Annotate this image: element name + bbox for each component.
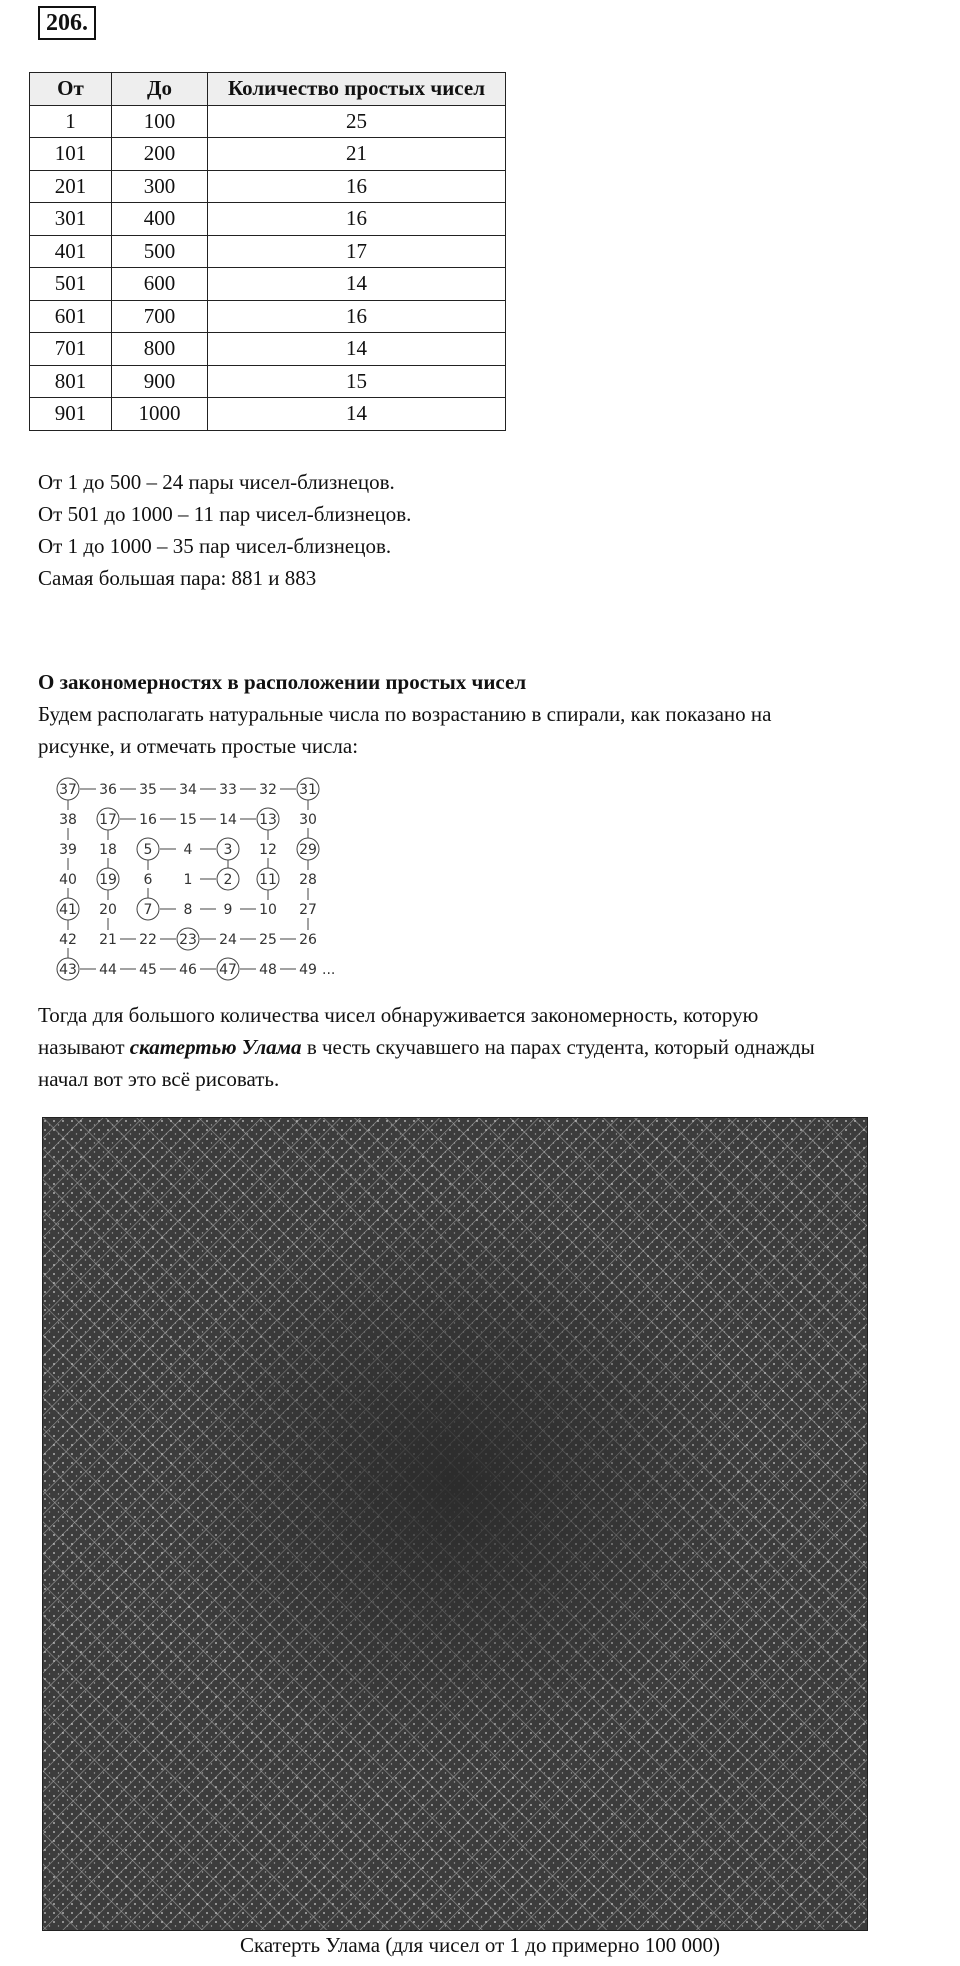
- intro-line-2: рисунке, и отмечать простые числа:: [38, 734, 359, 758]
- to-cell: 400: [112, 203, 208, 236]
- table-row: [30, 333, 506, 366]
- from-cell: 201: [30, 170, 112, 203]
- spiral-number: 14: [219, 812, 237, 828]
- header-from: От: [30, 73, 112, 106]
- twin-line-1: От 1 до 500 – 24 пары чисел-близнецов.: [38, 470, 395, 494]
- count-cell: 14: [208, 333, 506, 366]
- ulam-texture: [43, 1118, 867, 1930]
- twin-primes-summary: [38, 466, 411, 594]
- spiral-number: 33: [219, 782, 237, 798]
- spiral-number: 12: [259, 842, 277, 858]
- from-cell: 901: [30, 398, 112, 431]
- spiral-number: 3: [223, 842, 233, 858]
- from-cell: 501: [30, 268, 112, 301]
- to-cell: 500: [112, 235, 208, 268]
- spiral-number: 38: [59, 812, 77, 828]
- spiral-number: 45: [139, 962, 157, 978]
- number-spiral-diagram: [52, 775, 336, 985]
- twin-line-2: От 501 до 1000 – 11 пар чисел-близнецов.: [38, 502, 412, 526]
- spiral-number: 39: [59, 842, 77, 858]
- count-cell: 25: [208, 105, 506, 138]
- ulam-spiral-image: [42, 1117, 868, 1931]
- to-cell: 600: [112, 268, 208, 301]
- outro-line-2: [38, 1031, 938, 1063]
- outro-line-1: Тогда для большого количества чисел обнаруживается закономерность, которую: [38, 1003, 759, 1027]
- table-row: [30, 365, 506, 398]
- twin-line-3: От 1 до 1000 – 35 пар чисел-близнецов.: [38, 534, 392, 558]
- section-heading: О закономерностях в расположении простых чисел: [38, 670, 527, 694]
- spiral-number: 1: [183, 872, 193, 888]
- ulam-caption: Скатерть Улама (для чисел от 1 до примерно 100 000): [239, 1933, 721, 1957]
- table-row: [30, 170, 506, 203]
- table-row: [30, 203, 506, 236]
- spiral-number: 28: [299, 872, 317, 888]
- from-cell: 701: [30, 333, 112, 366]
- spiral-number: 20: [99, 902, 117, 918]
- spiral-ellipsis: ...: [322, 962, 336, 978]
- spiral-number: 31: [299, 782, 317, 798]
- spiral-number: 25: [259, 932, 277, 948]
- spiral-number: 16: [139, 812, 157, 828]
- table-header-row: [30, 73, 506, 106]
- problem-number: 206.: [38, 6, 96, 40]
- header-count: Количество простых чисел: [208, 73, 506, 106]
- spiral-number: 6: [143, 872, 153, 888]
- table-row: [30, 268, 506, 301]
- spiral-number: 19: [99, 872, 117, 888]
- count-cell: 15: [208, 365, 506, 398]
- spiral-number: 22: [139, 932, 157, 948]
- to-cell: 200: [112, 138, 208, 171]
- ulam-term: скатертью Улама: [129, 1035, 302, 1059]
- table-row: [30, 138, 506, 171]
- spiral-number: 48: [259, 962, 277, 978]
- spiral-number: 42: [59, 932, 77, 948]
- spiral-number: 47: [219, 962, 237, 978]
- spiral-number: 10: [259, 902, 277, 918]
- header-to: До: [112, 73, 208, 106]
- table-row: [30, 105, 506, 138]
- spiral-number: 30: [299, 812, 317, 828]
- to-cell: 900: [112, 365, 208, 398]
- table-row: [30, 398, 506, 431]
- spiral-number: 41: [59, 902, 77, 918]
- to-cell: 700: [112, 300, 208, 333]
- from-cell: 301: [30, 203, 112, 236]
- spiral-number: 4: [183, 842, 193, 858]
- spiral-number: 43: [59, 962, 77, 978]
- spiral-number: 5: [143, 842, 153, 858]
- table-row: [30, 235, 506, 268]
- count-cell: 17: [208, 235, 506, 268]
- spiral-number: 40: [59, 872, 77, 888]
- spiral-number: 34: [179, 782, 197, 798]
- to-cell: 300: [112, 170, 208, 203]
- intro-line-1: Будем располагать натуральные числа по возрастанию в спирали, как показано на: [38, 702, 772, 726]
- to-cell: 100: [112, 105, 208, 138]
- spiral-number: 2: [223, 872, 233, 888]
- twin-line-4: Самая большая пара: 881 и 883: [38, 566, 317, 590]
- to-cell: 800: [112, 333, 208, 366]
- spiral-number: 7: [143, 902, 153, 918]
- spiral-number: 37: [59, 782, 77, 798]
- count-cell: 16: [208, 203, 506, 236]
- spiral-number: 23: [179, 932, 197, 948]
- from-cell: 401: [30, 235, 112, 268]
- spiral-number: 24: [219, 932, 237, 948]
- count-cell: 21: [208, 138, 506, 171]
- table-row: [30, 300, 506, 333]
- from-cell: 1: [30, 105, 112, 138]
- spiral-number: 15: [179, 812, 197, 828]
- count-cell: 16: [208, 300, 506, 333]
- to-cell: 1000: [112, 398, 208, 431]
- outro-line-3: начал вот это всё рисовать.: [38, 1067, 280, 1091]
- spiral-number: 32: [259, 782, 277, 798]
- from-cell: 801: [30, 365, 112, 398]
- spiral-number: 44: [99, 962, 117, 978]
- spiral-number: 17: [99, 812, 117, 828]
- count-cell: 16: [208, 170, 506, 203]
- from-cell: 601: [30, 300, 112, 333]
- spiral-number: 49: [299, 962, 317, 978]
- spiral-number: 46: [179, 962, 197, 978]
- spiral-number: 18: [99, 842, 117, 858]
- spiral-number: 8: [183, 902, 193, 918]
- spiral-number: 13: [259, 812, 277, 828]
- count-cell: 14: [208, 398, 506, 431]
- spiral-number: 26: [299, 932, 317, 948]
- ulam-description: [38, 999, 938, 1095]
- from-cell: 101: [30, 138, 112, 171]
- spiral-number: 27: [299, 902, 317, 918]
- primes-table: [29, 72, 506, 431]
- outro-line-2-b: в честь скучавшего на парах студента, который однажды: [301, 1035, 815, 1059]
- spiral-number: 9: [223, 902, 233, 918]
- spiral-number: 35: [139, 782, 157, 798]
- outro-line-2-a: называют: [38, 1035, 130, 1059]
- spiral-number: 36: [99, 782, 117, 798]
- spiral-number: 11: [259, 872, 277, 888]
- section-text: [38, 666, 938, 762]
- spiral-number: 29: [299, 842, 317, 858]
- count-cell: 14: [208, 268, 506, 301]
- spiral-number: 21: [99, 932, 117, 948]
